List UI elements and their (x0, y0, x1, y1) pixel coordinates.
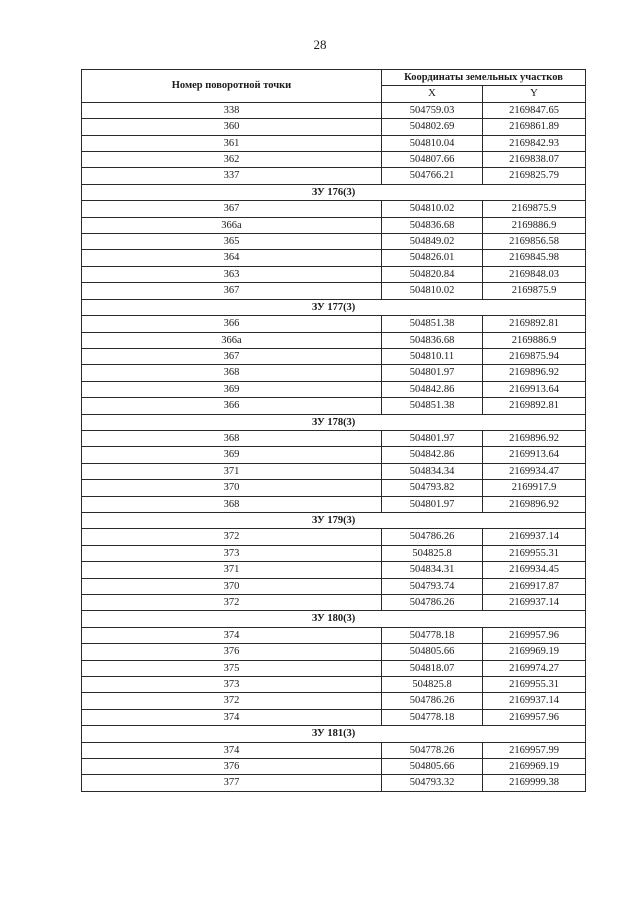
point-number-cell: 362 (82, 152, 382, 168)
x-coordinate-cell: 504825.8 (382, 545, 483, 561)
x-coordinate-cell: 504818.07 (382, 660, 483, 676)
table-row (82, 447, 586, 463)
point-number-cell: 365 (82, 234, 382, 250)
x-coordinate-cell: 504786.26 (382, 693, 483, 709)
table-row (82, 217, 586, 233)
point-number-cell: 372 (82, 529, 382, 545)
table-row (82, 693, 586, 709)
point-number-cell: 374 (82, 627, 382, 643)
y-coordinate-cell: 2169896.92 (483, 430, 586, 446)
y-coordinate-cell: 2169892.81 (483, 316, 586, 332)
y-coordinate-cell: 2169847.65 (483, 102, 586, 118)
y-coordinate-cell: 2169917.9 (483, 480, 586, 496)
header-x: X (382, 86, 483, 102)
header-y: Y (483, 86, 586, 102)
y-coordinate-cell: 2169848.03 (483, 266, 586, 282)
y-coordinate-cell: 2169969.19 (483, 644, 586, 660)
header-coordinates: Координаты земельных участков (382, 70, 586, 86)
x-coordinate-cell: 504810.02 (382, 201, 483, 217)
table-row (82, 348, 586, 364)
section-row (82, 299, 586, 315)
y-coordinate-cell: 2169845.98 (483, 250, 586, 266)
x-coordinate-cell: 504801.97 (382, 430, 483, 446)
table-row (82, 119, 586, 135)
point-number-cell: 373 (82, 677, 382, 693)
section-label: ЗУ 177(3) (82, 299, 586, 315)
coordinates-table (81, 69, 586, 792)
x-coordinate-cell: 504793.32 (382, 775, 483, 791)
point-number-cell: 370 (82, 480, 382, 496)
y-coordinate-cell: 2169825.79 (483, 168, 586, 184)
x-coordinate-cell: 504836.68 (382, 332, 483, 348)
table-row (82, 102, 586, 118)
x-coordinate-cell: 504820.84 (382, 266, 483, 282)
section-label: ЗУ 176(3) (82, 184, 586, 200)
point-number-cell: 361 (82, 135, 382, 151)
x-coordinate-cell: 504849.02 (382, 234, 483, 250)
section-row (82, 512, 586, 528)
y-coordinate-cell: 2169886.9 (483, 332, 586, 348)
x-coordinate-cell: 504842.86 (382, 381, 483, 397)
section-row (82, 611, 586, 627)
table-row (82, 578, 586, 594)
table-row (82, 332, 586, 348)
table-row (82, 283, 586, 299)
section-label: ЗУ 179(3) (82, 512, 586, 528)
y-coordinate-cell: 2169937.14 (483, 693, 586, 709)
point-number-cell: 337 (82, 168, 382, 184)
table-row (82, 677, 586, 693)
table-body (82, 102, 586, 791)
table-row (82, 234, 586, 250)
point-number-cell: 367 (82, 201, 382, 217)
y-coordinate-cell: 2169875.94 (483, 348, 586, 364)
y-coordinate-cell: 2169934.47 (483, 463, 586, 479)
table-row (82, 644, 586, 660)
section-row (82, 184, 586, 200)
x-coordinate-cell: 504801.97 (382, 496, 483, 512)
section-label: ЗУ 180(3) (82, 611, 586, 627)
y-coordinate-cell: 2169861.89 (483, 119, 586, 135)
point-number-cell: 376 (82, 644, 382, 660)
table-row (82, 759, 586, 775)
x-coordinate-cell: 504836.68 (382, 217, 483, 233)
x-coordinate-cell: 504842.86 (382, 447, 483, 463)
header-point-number: Номер поворотной точки (82, 70, 382, 103)
point-number-cell: 366а (82, 332, 382, 348)
point-number-cell: 376 (82, 759, 382, 775)
x-coordinate-cell: 504826.01 (382, 250, 483, 266)
point-number-cell: 369 (82, 381, 382, 397)
x-coordinate-cell: 504778.18 (382, 627, 483, 643)
y-coordinate-cell: 2169896.92 (483, 496, 586, 512)
point-number-cell: 371 (82, 562, 382, 578)
section-row (82, 414, 586, 430)
y-coordinate-cell: 2169937.14 (483, 595, 586, 611)
point-number-cell: 360 (82, 119, 382, 135)
x-coordinate-cell: 504786.26 (382, 529, 483, 545)
table-row (82, 398, 586, 414)
table-row (82, 316, 586, 332)
x-coordinate-cell: 504778.26 (382, 742, 483, 758)
x-coordinate-cell: 504834.34 (382, 463, 483, 479)
x-coordinate-cell: 504801.97 (382, 365, 483, 381)
table-row (82, 480, 586, 496)
table-row (82, 430, 586, 446)
y-coordinate-cell: 2169955.31 (483, 545, 586, 561)
point-number-cell: 366 (82, 398, 382, 414)
y-coordinate-cell: 2169892.81 (483, 398, 586, 414)
x-coordinate-cell: 504778.18 (382, 709, 483, 725)
table-row (82, 365, 586, 381)
y-coordinate-cell: 2169969.19 (483, 759, 586, 775)
table-row (82, 595, 586, 611)
section-row (82, 726, 586, 742)
table-row (82, 742, 586, 758)
y-coordinate-cell: 2169896.92 (483, 365, 586, 381)
point-number-cell: 364 (82, 250, 382, 266)
table-row (82, 529, 586, 545)
y-coordinate-cell: 2169856.58 (483, 234, 586, 250)
point-number-cell: 367 (82, 283, 382, 299)
x-coordinate-cell: 504786.26 (382, 595, 483, 611)
y-coordinate-cell: 2169937.14 (483, 529, 586, 545)
y-coordinate-cell: 2169917.87 (483, 578, 586, 594)
coordinates-table-container (81, 69, 585, 792)
x-coordinate-cell: 504759.03 (382, 102, 483, 118)
y-coordinate-cell: 2169955.31 (483, 677, 586, 693)
table-row (82, 775, 586, 791)
point-number-cell: 366 (82, 316, 382, 332)
y-coordinate-cell: 2169842.93 (483, 135, 586, 151)
x-coordinate-cell: 504810.04 (382, 135, 483, 151)
y-coordinate-cell: 2169974.27 (483, 660, 586, 676)
point-number-cell: 368 (82, 365, 382, 381)
table-header (82, 70, 586, 103)
table-row (82, 709, 586, 725)
y-coordinate-cell: 2169913.64 (483, 381, 586, 397)
table-row (82, 381, 586, 397)
point-number-cell: 377 (82, 775, 382, 791)
x-coordinate-cell: 504793.74 (382, 578, 483, 594)
table-row (82, 168, 586, 184)
point-number-cell: 366а (82, 217, 382, 233)
point-number-cell: 369 (82, 447, 382, 463)
point-number-cell: 372 (82, 693, 382, 709)
y-coordinate-cell: 2169999.38 (483, 775, 586, 791)
y-coordinate-cell: 2169875.9 (483, 283, 586, 299)
y-coordinate-cell: 2169875.9 (483, 201, 586, 217)
point-number-cell: 374 (82, 742, 382, 758)
point-number-cell: 374 (82, 709, 382, 725)
y-coordinate-cell: 2169957.99 (483, 742, 586, 758)
table-row (82, 266, 586, 282)
y-coordinate-cell: 2169934.45 (483, 562, 586, 578)
y-coordinate-cell: 2169913.64 (483, 447, 586, 463)
table-row (82, 152, 586, 168)
x-coordinate-cell: 504810.02 (382, 283, 483, 299)
point-number-cell: 368 (82, 496, 382, 512)
point-number-cell: 363 (82, 266, 382, 282)
point-number-cell: 375 (82, 660, 382, 676)
point-number-cell: 371 (82, 463, 382, 479)
section-label: ЗУ 181(3) (82, 726, 586, 742)
table-row (82, 463, 586, 479)
point-number-cell: 372 (82, 595, 382, 611)
table-row (82, 135, 586, 151)
table-row (82, 627, 586, 643)
y-coordinate-cell: 2169957.96 (483, 709, 586, 725)
x-coordinate-cell: 504825.8 (382, 677, 483, 693)
x-coordinate-cell: 504805.66 (382, 644, 483, 660)
x-coordinate-cell: 504834.31 (382, 562, 483, 578)
table-row (82, 250, 586, 266)
x-coordinate-cell: 504802.69 (382, 119, 483, 135)
table-row (82, 496, 586, 512)
section-label: ЗУ 178(3) (82, 414, 586, 430)
table-row (82, 201, 586, 217)
y-coordinate-cell: 2169957.96 (483, 627, 586, 643)
point-number-cell: 338 (82, 102, 382, 118)
x-coordinate-cell: 504810.11 (382, 348, 483, 364)
x-coordinate-cell: 504807.66 (382, 152, 483, 168)
table-row (82, 562, 586, 578)
y-coordinate-cell: 2169886.9 (483, 217, 586, 233)
point-number-cell: 373 (82, 545, 382, 561)
point-number-cell: 370 (82, 578, 382, 594)
table-row (82, 660, 586, 676)
table-row (82, 545, 586, 561)
x-coordinate-cell: 504805.66 (382, 759, 483, 775)
x-coordinate-cell: 504793.82 (382, 480, 483, 496)
page-number: 28 (313, 37, 327, 52)
y-coordinate-cell: 2169838.07 (483, 152, 586, 168)
x-coordinate-cell: 504851.38 (382, 398, 483, 414)
point-number-cell: 368 (82, 430, 382, 446)
point-number-cell: 367 (82, 348, 382, 364)
x-coordinate-cell: 504851.38 (382, 316, 483, 332)
x-coordinate-cell: 504766.21 (382, 168, 483, 184)
